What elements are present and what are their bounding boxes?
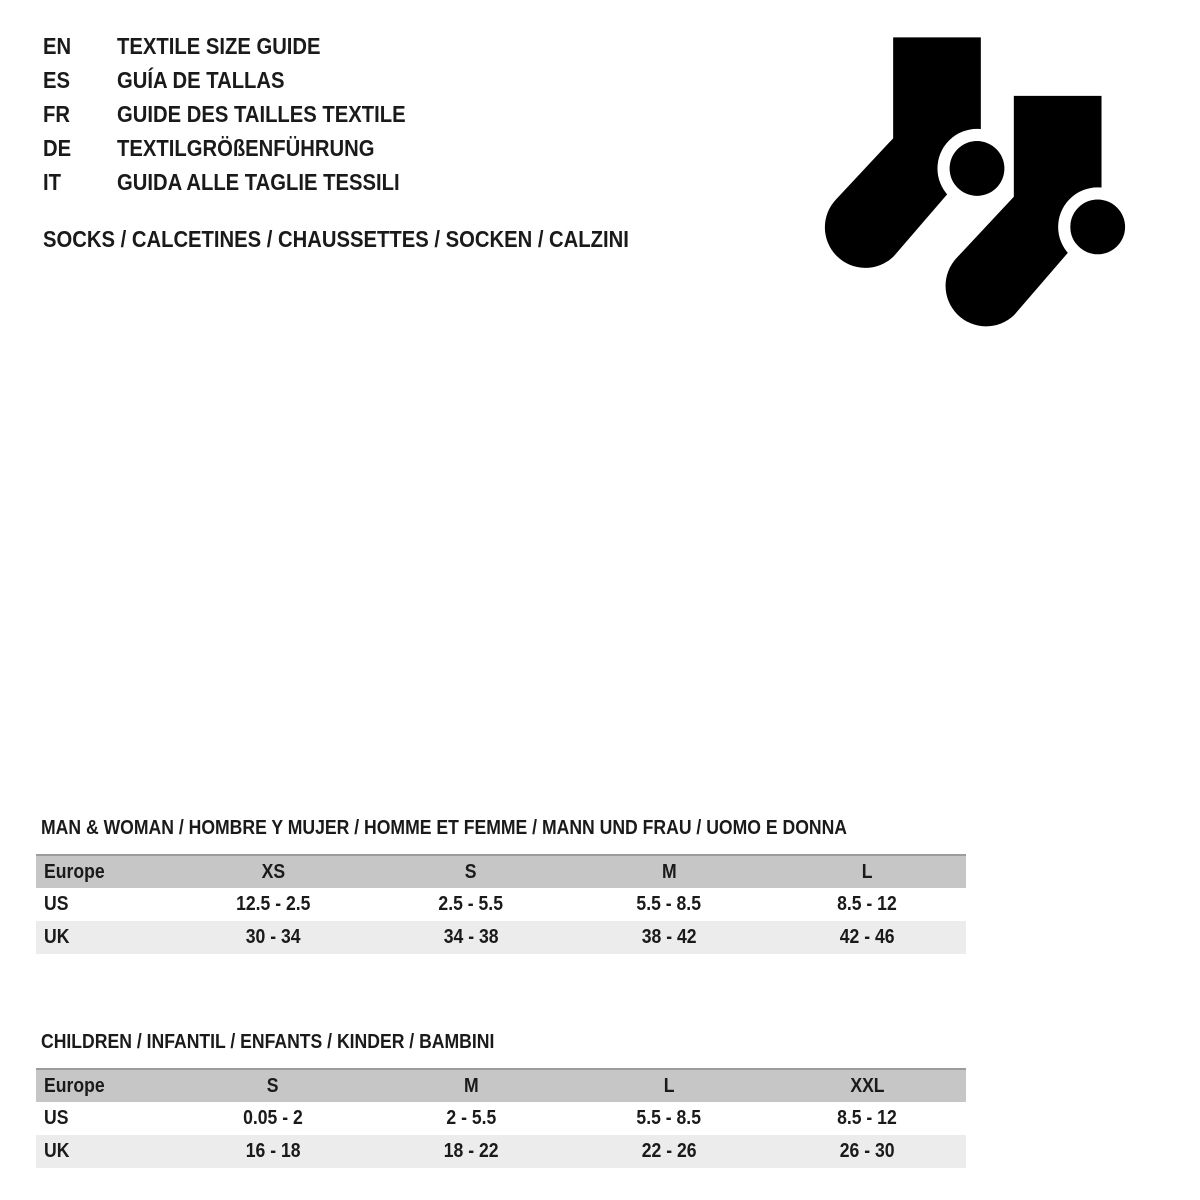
size-value: 22 - 26 (641, 1140, 697, 1162)
size-value: 12.5 - 2.5 (235, 893, 311, 915)
size-value: 0.05 - 2 (243, 1107, 303, 1129)
socks-icon (813, 28, 1143, 358)
table-row-us (36, 1102, 966, 1135)
size-table-children (36, 1068, 966, 1168)
size-value: 16 - 18 (245, 1140, 301, 1162)
language-row-en (43, 29, 445, 63)
language-label-fr: GUIDE DES TAILLES TEXTILE (117, 100, 406, 127)
size-table-adults (36, 854, 966, 954)
language-list (43, 29, 445, 199)
column-header-region: Europe (44, 1074, 105, 1097)
language-row-it (43, 165, 445, 199)
column-header-l: L (663, 1074, 675, 1097)
size-value: 30 - 34 (245, 926, 301, 948)
size-value: 2.5 - 5.5 (438, 893, 504, 915)
language-row-de (43, 131, 445, 165)
size-section-children (36, 1030, 966, 1168)
size-value: 38 - 42 (641, 926, 697, 948)
table-row-us (36, 888, 966, 921)
language-label-en: TEXTILE SIZE GUIDE (117, 32, 321, 59)
row-label-uk: UK (44, 1140, 70, 1162)
language-label-it: GUIDA ALLE TAGLIE TESSILI (117, 168, 400, 195)
column-header-m: M (463, 1074, 479, 1097)
size-value: 2 - 5.5 (446, 1107, 496, 1129)
table-row-uk (36, 921, 966, 954)
category-title: SOCKS / CALCETINES / CHAUSSETTES / SOCKEN / CALZINI (43, 225, 629, 252)
row-label-uk: UK (44, 926, 70, 948)
size-value: 42 - 46 (839, 926, 895, 948)
size-value: 5.5 - 8.5 (636, 1107, 702, 1129)
table-header-row (36, 1068, 966, 1102)
language-code-fr: FR (43, 100, 70, 127)
language-code-es: ES (43, 66, 71, 93)
column-header-s: S (267, 1074, 279, 1097)
row-label-us: US (44, 893, 69, 915)
column-header-s: S (465, 860, 477, 883)
row-label-us: US (44, 1107, 69, 1129)
table-title-children: CHILDREN / INFANTIL / ENFANTS / KINDER / BAMBINI (41, 1031, 495, 1053)
size-value: 8.5 - 12 (837, 1107, 897, 1129)
table-row-uk (36, 1135, 966, 1168)
table-header-row (36, 854, 966, 888)
size-value: 34 - 38 (443, 926, 499, 948)
language-code-it: IT (43, 168, 61, 195)
column-header-region: Europe (44, 860, 105, 883)
column-header-xs: XS (261, 860, 285, 883)
language-label-es: GUÍA DE TALLAS (117, 66, 285, 93)
language-code-en: EN (43, 32, 72, 59)
size-value: 18 - 22 (443, 1140, 499, 1162)
language-code-de: DE (43, 134, 72, 161)
column-header-xxl: XXL (849, 1074, 885, 1097)
language-row-es (43, 63, 445, 97)
size-value: 8.5 - 12 (837, 893, 897, 915)
size-section-adults (36, 816, 966, 954)
language-label-de: TEXTILGRÖßENFÜHRUNG (117, 134, 375, 161)
language-row-fr (43, 97, 445, 131)
table-title-adults: MAN & WOMAN / HOMBRE Y MUJER / HOMME ET FEMME / MANN UND FRAU / UOMO E DONNA (41, 817, 848, 839)
column-header-l: L (861, 860, 873, 883)
size-value: 5.5 - 8.5 (636, 893, 702, 915)
column-header-m: M (661, 860, 677, 883)
size-value: 26 - 30 (839, 1140, 895, 1162)
